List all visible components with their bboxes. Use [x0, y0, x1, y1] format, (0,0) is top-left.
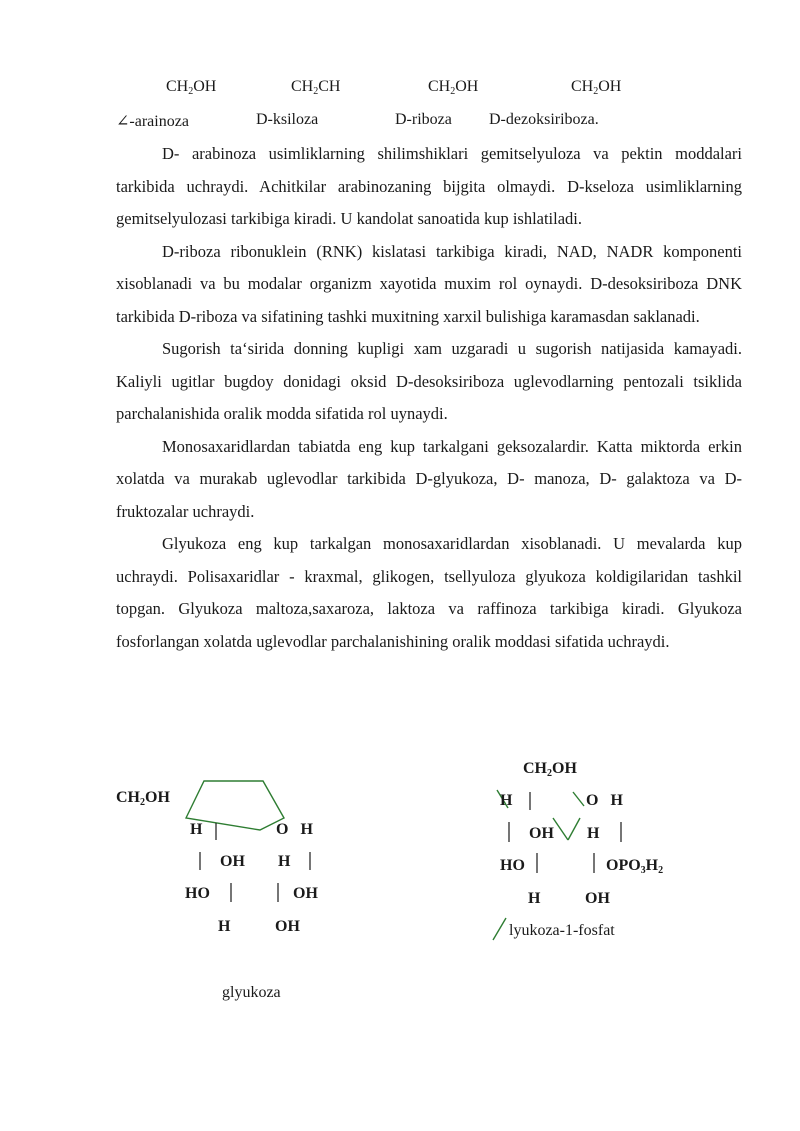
- glucose-r1-left: H: [190, 821, 203, 838]
- name-deoxyribose: D-dezoksiriboza.: [489, 111, 599, 128]
- paragraph-arabinose: D- arabinoza usimliklarning shilimshiklari gemitselyuloza va pektin moddalari tarkibida uchraydi. Achitkilar arabinozaning bijgita olmaydi. D-kseloza usimliklarning gemitselyulozasi tarkibiga kiradi. U kandolat sanoatida kup ishlatiladi.: [116, 144, 742, 228]
- g1p-r2-right: H: [587, 825, 600, 842]
- formula-xylose: $CH_2CH$: [291, 78, 341, 97]
- g1p-r4-right: OH: [585, 890, 610, 907]
- paragraph-irrigation: Sugorish ta‘sirida donning kupligi xam uzgaradi u sugorish natijasida kamayadi. Kaliyli ugitlar bugdoy donidagi oksid D-desoksiriboza uglevodlarning pentozali tsiklida parchalanishida oralik modda sifatida rol uynaydi.: [116, 339, 742, 423]
- g1p-ring-edge: [568, 818, 580, 840]
- name-xylose: D-ksiloza: [256, 111, 319, 128]
- name-ribose: D-riboza: [395, 111, 452, 128]
- g1p-ch2oh: $CH_2OH$: [523, 760, 577, 779]
- glucose-r1-right: O H: [276, 821, 313, 838]
- formula-ribose: $CH_2OH$: [428, 78, 479, 97]
- glucose-r4-right: OH: [275, 918, 300, 935]
- g1p-r1-left: H: [500, 792, 513, 809]
- g1p-r1-right: O H: [586, 792, 623, 809]
- g1p-r2-left: OH: [529, 825, 554, 842]
- g1p-r4-left: H: [528, 890, 541, 907]
- glucose-r4-left: H: [218, 918, 231, 935]
- g1p-r3-right: $OPO_3H_2$: [606, 857, 664, 876]
- paragraph-hexoses: Monosaxaridlardan tabiatda eng kup tarkalgani geksozalardir. Katta miktorda erkin xolatda va murakab uglevodlar tarkibida D-glyukoza, D- manoza, D- galaktoza va D-fruktozalar uchraydi.: [116, 436, 742, 521]
- glucose-r2-left: OH: [220, 853, 245, 870]
- glucose-r3-left: HO: [185, 885, 210, 902]
- formula-arabinose: $CH_2OH$: [166, 78, 217, 97]
- glucose-r3-right: OH: [293, 885, 318, 902]
- g1p-caption: lyukoza-1-fosfat: [509, 922, 615, 939]
- glucose-r2-right: H: [278, 853, 291, 870]
- paragraph-glucose: Glyukoza eng kup tarkalgan monosaxaridlardan xisoblanadi. U mevalarda kup uchraydi. Polisaxaridlar - kraxmal, glikogen, tsellyuloza glyukoza koldigilaridan tashkil topgan. Glyukoza maltoza,saxaroza, laktoza va raffinoza tarkibiga kiradi. Glyukoza fosforlangan xolatda uglevodlar parchalanishining oralik moddasi sifatida uchraydi.: [116, 534, 742, 651]
- name-arabinose: ∠-arainoza: [116, 113, 189, 130]
- glucose-caption: glyukoza: [222, 984, 281, 1001]
- paragraph-ribose: D-riboza ribonuklein (RNK) kislatasi tarkibiga kiradi, NAD, NADR komponenti xisoblanadi va bu modalar organizm xayotida muxim rol oynaydi. D-desoksiriboza DNK tarkibida D-riboza va sifatining tashki muxitning xarxil bulishiga karamasdan saklanadi.: [116, 241, 742, 326]
- formula-deoxyribose: $CH_2OH$: [571, 78, 622, 97]
- g1p-r3-left: HO: [500, 857, 525, 874]
- g1p-ring-edge: [573, 792, 584, 806]
- g1p-ring-edge: [553, 818, 568, 840]
- g1p-pen-mark: [493, 918, 506, 940]
- glucose-ch2oh: $CH_2OH$: [116, 789, 170, 808]
